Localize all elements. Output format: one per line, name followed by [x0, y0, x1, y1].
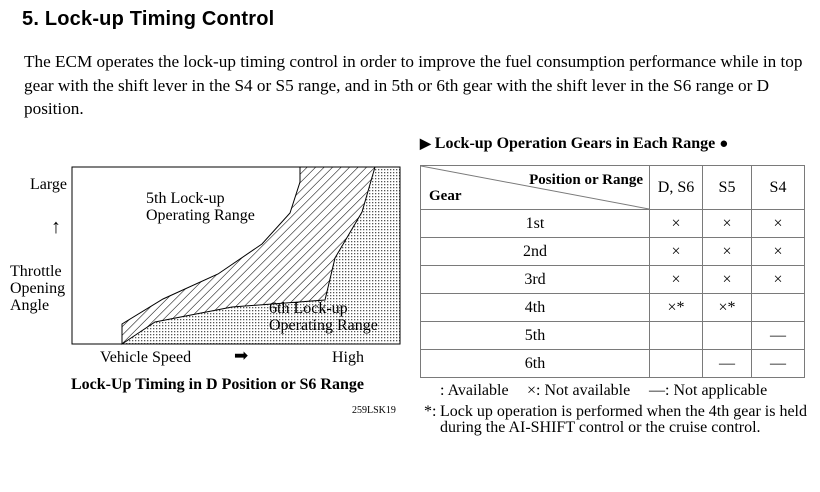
- table-row: [421, 322, 805, 350]
- header-position-or-range: Position or Range: [529, 172, 643, 188]
- triangle-right-icon: ▶: [420, 137, 431, 152]
- y-label-line2: Opening: [10, 280, 66, 297]
- legend-not-available: ×: Not available: [527, 382, 631, 399]
- table-cell: ×: [752, 266, 805, 294]
- region-5th-label-line1: 5th Lock-up: [146, 190, 225, 207]
- col-header-s5: S5: [703, 166, 752, 210]
- table-cell: ×: [703, 210, 752, 238]
- col-header-s4: S4: [752, 166, 805, 210]
- table-title-text: Lock-up Operation Gears in Each Range: [434, 135, 716, 152]
- y-arrow-icon: ↑: [51, 216, 61, 238]
- circle-icon: ●: [719, 136, 729, 152]
- chart-caption: Lock-Up Timing in D Position or S6 Range: [71, 376, 364, 393]
- figure-code: 259LSK19: [352, 405, 396, 416]
- table-cell: ×: [752, 210, 805, 238]
- table-row: [421, 350, 805, 378]
- gear-cell: 2nd: [421, 238, 650, 266]
- footnote-mark: *:: [424, 403, 437, 420]
- table-row: [421, 238, 805, 266]
- gear-cell: 6th: [421, 350, 650, 378]
- table-cell: —: [752, 350, 805, 378]
- legend-not-applicable: —: Not applicable: [649, 382, 768, 399]
- lockup-gear-table: [420, 165, 805, 378]
- table-cell: —: [752, 322, 805, 350]
- section-title: 5. Lock-up Timing Control: [22, 8, 275, 30]
- table-cell: [752, 294, 805, 322]
- table-row: [421, 266, 805, 294]
- table-cell: [650, 322, 703, 350]
- region-5th-label-line2: Operating Range: [146, 207, 255, 224]
- table-cell: ×: [703, 238, 752, 266]
- y-label-line1: Throttle: [10, 263, 62, 280]
- gear-cell: 4th: [421, 294, 650, 322]
- table-cell: ×*: [703, 294, 752, 322]
- gear-cell: 3rd: [421, 266, 650, 294]
- table-cell: ×: [650, 266, 703, 294]
- table-header-row: [421, 166, 805, 210]
- table-title: [420, 135, 728, 153]
- footnote-text: Lock up operation is performed when the 4th gear is held during the AI-SHIFT control or the cruise control.: [440, 403, 807, 436]
- legend-available: : Available: [440, 382, 509, 399]
- gear-cell: 5th: [421, 322, 650, 350]
- header-diagonal-cell: [421, 166, 650, 210]
- intro-paragraph: The ECM operates the lock-up timing control in order to improve the fuel consumption performance while in top gear with the shift lever in the S4 or S5 range, and in 5th or 6th gear with the shift lever in the S6 range or D position.: [24, 52, 803, 118]
- table-cell: [703, 322, 752, 350]
- footnote: [424, 404, 814, 436]
- table-cell: ×: [650, 210, 703, 238]
- table-row: [421, 210, 805, 238]
- lockup-chart: [0, 160, 410, 420]
- x-label-vehicle-speed: Vehicle Speed: [100, 349, 192, 366]
- y-label-large: Large: [30, 176, 68, 193]
- x-label-high: High: [332, 349, 364, 366]
- header-gear: Gear: [429, 188, 462, 204]
- table-cell: ×: [703, 266, 752, 294]
- y-label-line3: Angle: [10, 297, 50, 314]
- region-6th-label-line2: Operating Range: [269, 317, 378, 334]
- x-arrow-icon: ➡: [234, 346, 249, 365]
- col-header-d-s6: D, S6: [650, 166, 703, 210]
- table-cell: ×: [650, 238, 703, 266]
- table-cell: [650, 350, 703, 378]
- table-cell: ×*: [650, 294, 703, 322]
- table-cell: ×: [752, 238, 805, 266]
- region-6th-label-line1: 6th Lock-up: [269, 300, 348, 317]
- table-cell: —: [703, 350, 752, 378]
- table-row: [421, 294, 805, 322]
- gear-cell: 1st: [421, 210, 650, 238]
